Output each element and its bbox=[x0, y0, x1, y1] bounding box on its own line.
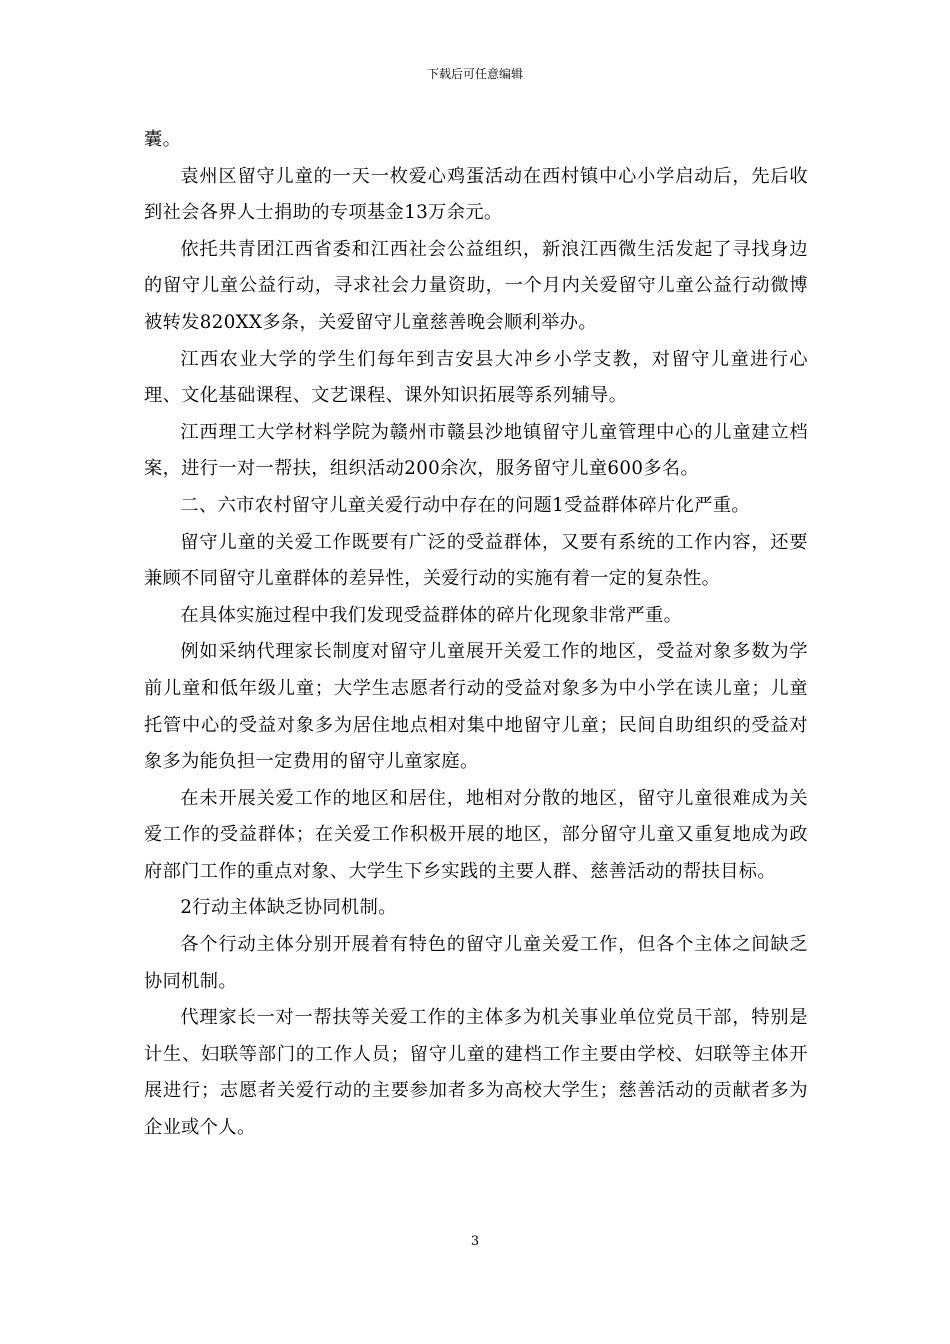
page-number: 3 bbox=[470, 1234, 480, 1249]
paragraph: 囊。 bbox=[144, 129, 182, 150]
section-heading: 二、六市农村留守儿童关爱行动中存在的问题1受益群体碎片化严重。 bbox=[180, 494, 750, 516]
paragraph: 在具体实施过程中我们发现受益群体的碎片化现象非常严重。 bbox=[180, 604, 683, 626]
paragraph: 在未开展关爱工作的地区和居住，地相对分散的地区，留守儿童很难成为关爱工作的受益群体；在关爱工作积极开展的地区，部分留守儿童又重复地成为政府部门工作的重点对象、大学生下乡实践的主要人群、慈善活动的帮扶目标。 bbox=[144, 787, 808, 882]
subsection-heading: 2行动主体缺乏协同机制。 bbox=[180, 897, 397, 919]
paragraph: 江西理工大学材料学院为赣州市赣县沙地镇留守儿童管理中心的儿童建立档案，进行一对一帮扶，组织活动200余次，服务留守儿童600多名。 bbox=[144, 421, 808, 480]
paragraph: 依托共青团江西省委和江西社会公益组织，新浪江西微生活发起了寻找身边的留守儿童公益行动，寻求社会力量资助，一个月内关爱留守儿童公益行动微博被转发820XX多条，关爱留守儿童慈善晚会顺利举办。 bbox=[144, 238, 808, 333]
document-body bbox=[144, 122, 808, 1147]
paragraph: 江西农业大学的学生们每年到吉安县大冲乡小学支教，对留守儿童进行心理、文化基础课程、文艺课程、课外知识拓展等系列辅导。 bbox=[144, 348, 808, 407]
paragraph: 代理家长一对一帮扶等关爱工作的主体多为机关事业单位党员干部，特别是计生、妇联等部门的工作人员；留守儿童的建档工作主要由学校、妇联等主体开展进行；志愿者关爱行动的主要参加者多为高校大学生；慈善活动的贡献者多为企业或个人。 bbox=[144, 1007, 808, 1139]
paragraph: 留守儿童的关爱工作既要有广泛的受益群体，又要有系统的工作内容，还要兼顾不同留守儿童群体的差异性，关爱行动的实施有着一定的复杂性。 bbox=[144, 531, 808, 590]
page-header: 下载后可任意编辑 bbox=[426, 67, 523, 81]
paragraph: 例如采纳代理家长制度对留守儿童展开关爱工作的地区，受益对象多数为学前儿童和低年级儿童；大学生志愿者行动的受益对象多为中小学在读儿童；儿童托管中心的受益对象多为居住地点相对集中地留守儿童；民间自助组织的受益对象多为能负担一定费用的留守儿童家庭。 bbox=[144, 641, 808, 773]
paragraph: 各个行动主体分别开展着有特色的留守儿童关爱工作，但各个主体之间缺乏协同机制。 bbox=[144, 934, 808, 992]
paragraph: 袁州区留守儿童的一天一枚爱心鸡蛋活动在西村镇中心小学启动后，先后收到社会各界人士捐助的专项基金13万余元。 bbox=[144, 165, 808, 224]
